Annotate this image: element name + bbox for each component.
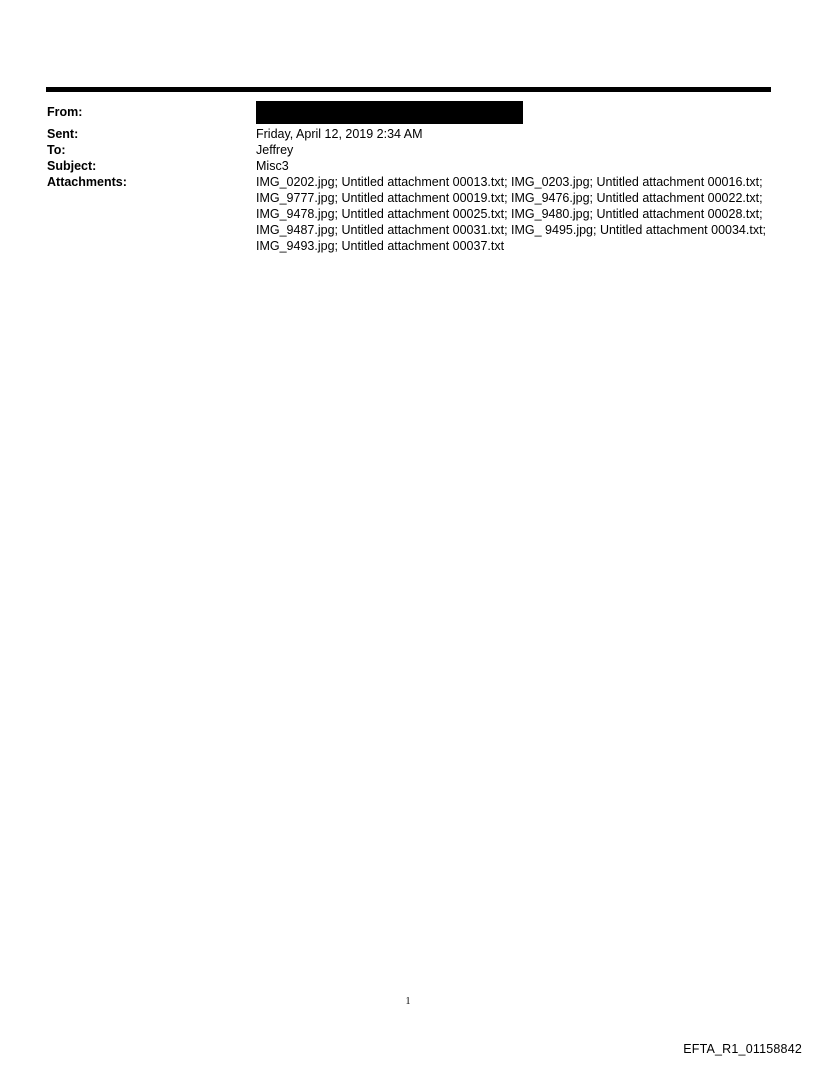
header-divider: [46, 87, 771, 92]
to-value: Jeffrey: [256, 143, 294, 157]
sent-value: Friday, April 12, 2019 2:34 AM: [256, 127, 423, 141]
from-value: [256, 104, 771, 126]
email-header: [47, 104, 771, 254]
sent-row: [47, 126, 771, 142]
sent-label: Sent:: [47, 127, 79, 141]
document-id: EFTA_R1_01158842: [683, 1042, 802, 1056]
from-label: From:: [47, 105, 83, 119]
page-number: 1: [405, 996, 411, 1007]
attachments-value: IMG_0202.jpg; Untitled attachment 00013.txt; IMG_0203.jpg; Untitled attachment 00016.txt; IMG_9777.jpg; Untitled attachment 00019.txt; IMG_9476.jpg; Untitled attachment 00022.txt; IMG_9478.jpg; Untitled attachment 00025.txt; IMG_9480.jpg; Untitled attachment 00028.txt; IMG_9487.jpg; Untitled attachment 00031.txt; IMG_ 9495.jpg; Untitled attachment 00034.txt; IMG_9493.jpg; Untitled attachment 00037.txt: [256, 175, 767, 253]
subject-label: Subject:: [47, 159, 97, 173]
attachments-label: Attachments:: [47, 175, 127, 189]
subject-value: Misc3: [256, 159, 289, 173]
redaction-block: [256, 101, 523, 124]
from-row: [47, 104, 771, 126]
to-row: [47, 142, 771, 158]
to-label: To:: [47, 143, 66, 157]
subject-row: [47, 158, 771, 174]
attachments-row: [47, 174, 771, 254]
